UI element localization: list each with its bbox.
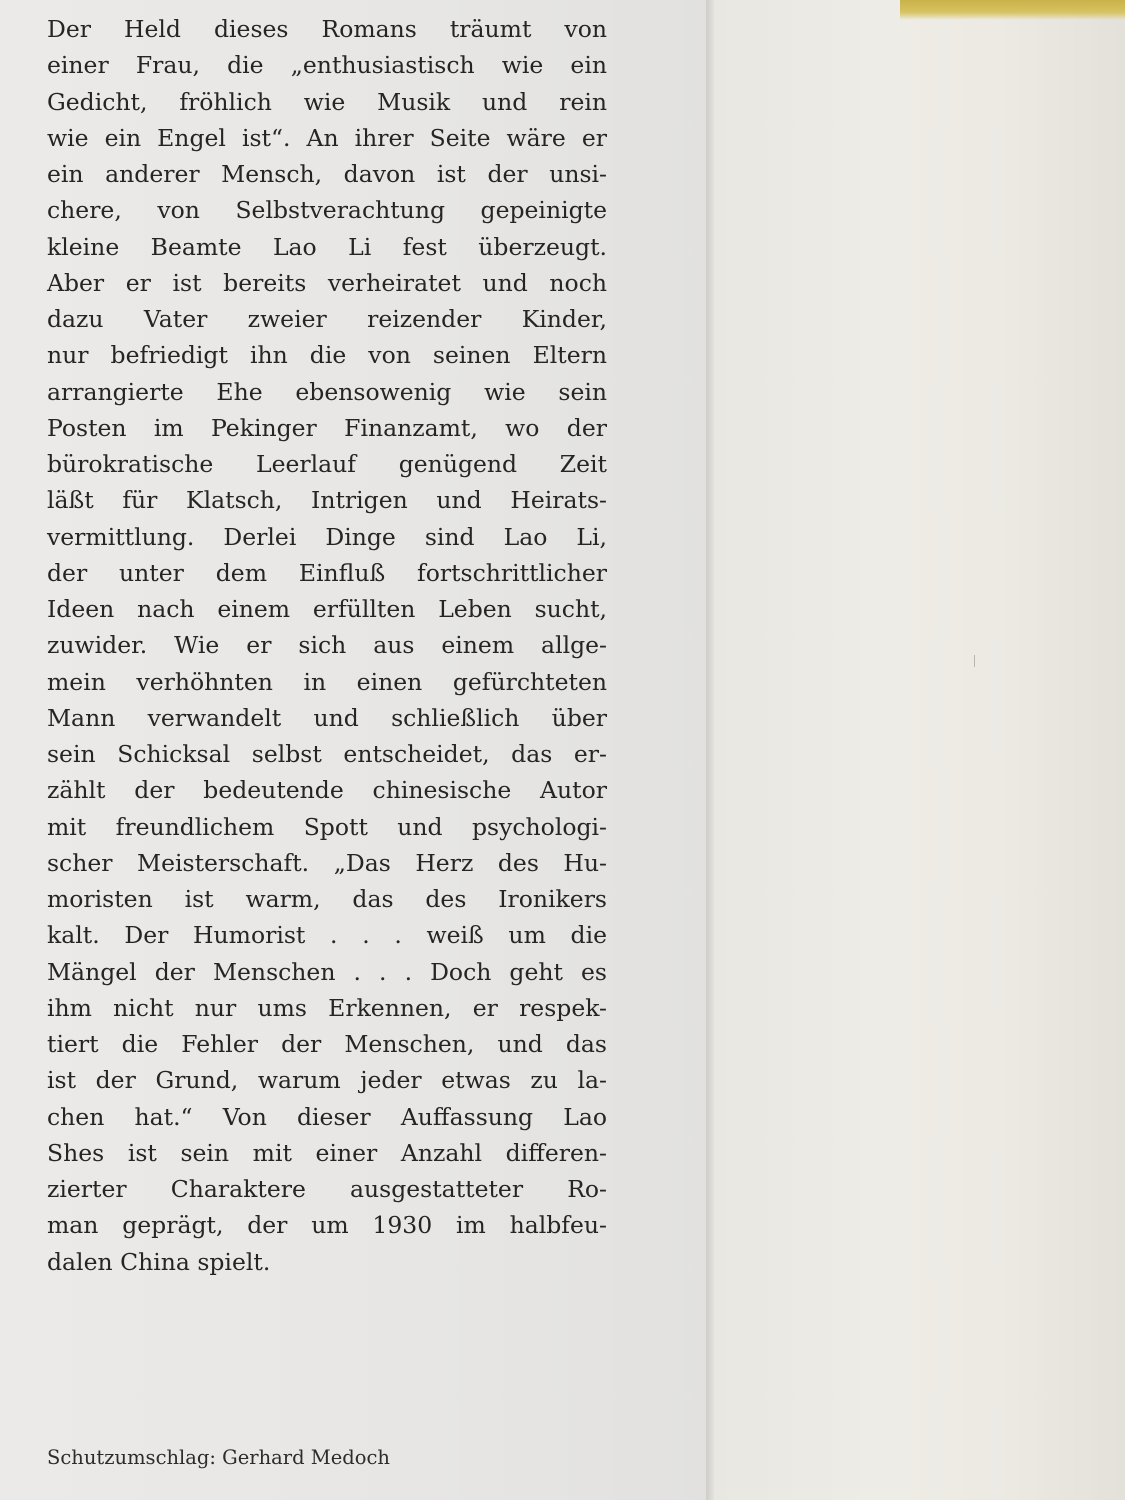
blurb-line: Shes ist sein mit einer Anzahl differen- <box>47 1138 607 1167</box>
blurb-line: chere, von Selbstverachtung gepeinigte <box>47 196 607 225</box>
blurb-line: Mängel der Menschen . . . Doch geht es <box>47 957 607 986</box>
blurb-line: ist der Grund, warum jeder etwas zu la- <box>47 1066 607 1095</box>
blurb-line: läßt für Klatsch, Intrigen und Heirats- <box>47 486 607 515</box>
blurb-line: einer Frau, die „enthusiastisch wie ein <box>47 51 607 80</box>
blurb-line: dazu Vater zweier reizender Kinder, <box>47 305 607 333</box>
blurb-line: sein Schicksal selbst entscheidet, das er- <box>47 740 607 768</box>
blurb-line: mit freundlichem Spott und psychologi- <box>47 812 607 841</box>
blurb-line: ein anderer Mensch, davon ist der unsi- <box>47 160 607 188</box>
blurb-line: wie ein Engel ist“. An ihrer Seite wäre er <box>47 123 607 152</box>
blurb-line: kleine Beamte Lao Li fest überzeugt. <box>47 232 607 261</box>
blurb-line: tiert die Fehler der Menschen, und das <box>47 1030 607 1058</box>
blurb-line: bürokratische Leerlauf genügend Zeit <box>47 450 607 478</box>
blurb-line: mein verhöhnten in einen gefürchteten <box>47 667 607 696</box>
blurb-line: nur befriedigt ihn die von seinen Eltern <box>47 341 607 370</box>
blurb-line: der unter dem Einfluß fortschrittlicher <box>47 558 607 587</box>
blurb-line: Gedicht, fröhlich wie Musik und rein <box>47 87 607 116</box>
blurb-line: zierter Charaktere ausgestatteter Ro- <box>47 1175 607 1203</box>
blurb-line: Aber er ist bereits verheiratet und noch <box>47 268 607 297</box>
blurb-line: dalen China spielt. <box>47 1247 271 1276</box>
jacket-design-credit: Schutzumschlag: Gerhard Medoch <box>47 1446 390 1469</box>
blurb-line: Ideen nach einem erfüllten Leben sucht, <box>47 595 607 623</box>
blurb-line: kalt. Der Humorist . . . weiß um die <box>47 921 607 950</box>
blurb-line: Der Held dieses Romans träumt von <box>47 15 607 43</box>
blurb-line: moristen ist warm, das des Ironikers <box>47 885 607 913</box>
blurb-line: vermittlung. Derlei Dinge sind Lao Li, <box>47 522 607 551</box>
flap-fold-edge <box>706 0 714 1500</box>
blurb-line: scher Meisterschaft. „Das Herz des Hu- <box>47 848 607 877</box>
blurb-line: zählt der bedeutende chinesische Autor <box>47 776 607 805</box>
blurb-line: arrangierte Ehe ebensowenig wie sein <box>47 377 607 406</box>
blurb-line: ihm nicht nur ums Erkennen, er respek- <box>47 993 607 1022</box>
blurb-line: man geprägt, der um 1930 im halbfeu- <box>47 1211 607 1240</box>
cover-shadow <box>992 0 1125 1500</box>
blurb-line: Mann verwandelt und schließlich über <box>47 703 607 732</box>
yellow-binding-strip <box>900 0 1125 20</box>
blurb-line: Posten im Pekinger Finanzamt, wo der <box>47 413 607 442</box>
blurb-text <box>47 11 607 1280</box>
paper-mark <box>974 655 975 667</box>
blurb-line: zuwider. Wie er sich aus einem allge- <box>47 631 607 660</box>
blurb-line: chen hat.“ Von dieser Auffassung Lao <box>47 1102 607 1131</box>
